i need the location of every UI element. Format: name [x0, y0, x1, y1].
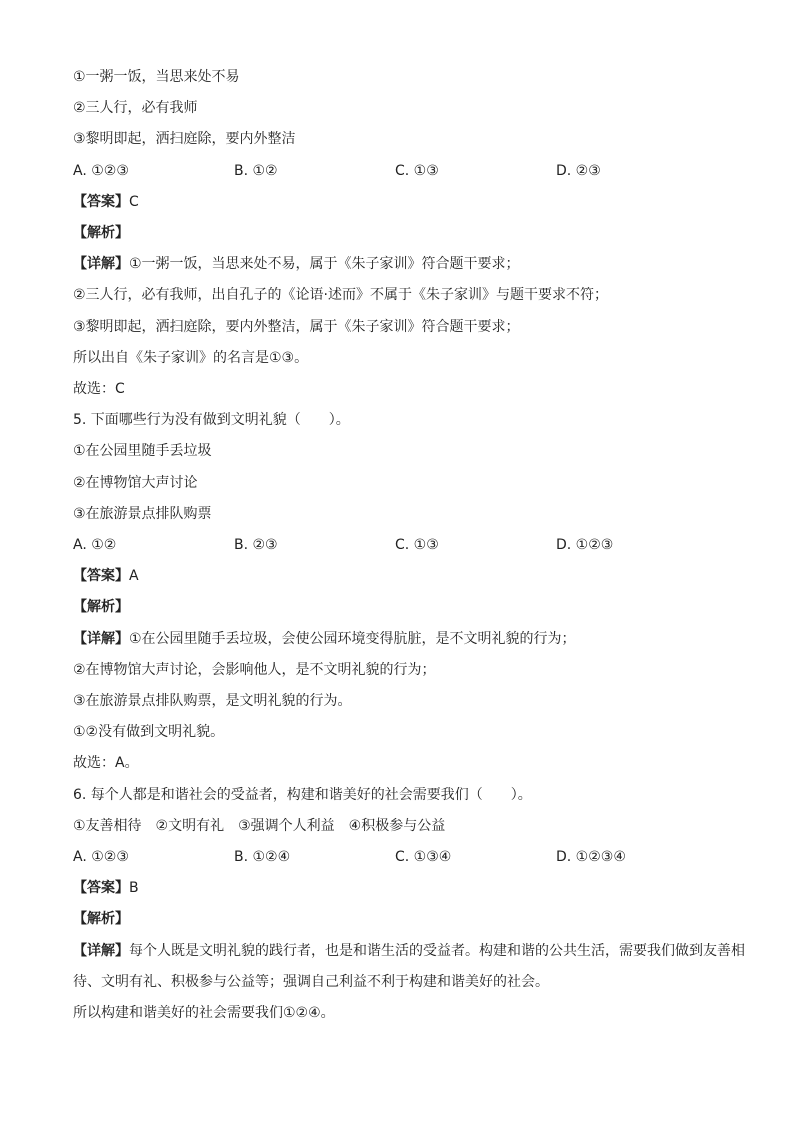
q4-option-b: B. ①②: [234, 162, 278, 179]
q6-answer-value: B: [129, 880, 139, 897]
q5-detail-1: [73, 624, 754, 655]
q5-detail-2: ②在博物馆大声讨论，会影响他人，是不文明礼貌的行为；: [73, 661, 436, 678]
q4-detail-text-1: ①一粥一饭，当思来处不易，属于《朱子家训》符合题干要求；: [129, 256, 520, 273]
q5-item-2: ②在博物馆大声讨论: [73, 474, 198, 491]
q4-detail-2: ②三人行，必有我师，出自孔子的《论语·述而》不属于《朱子家训》与题干要求不符；: [73, 287, 608, 304]
detail-tag: 【详解】: [73, 630, 129, 647]
q6-option-b: B. ①②④: [234, 849, 291, 866]
q4-answer: [73, 187, 754, 218]
answer-tag: 【答案】: [73, 568, 129, 585]
q6-options: [73, 842, 754, 873]
q6-option-a: A. ①②③: [73, 849, 129, 866]
q5-answer: [73, 561, 754, 592]
q4-item-2: ②三人行，必有我师: [73, 100, 198, 117]
q5-item-1: ①在公园里随手丢垃圾: [73, 443, 212, 460]
q4-detail-1: [73, 249, 754, 280]
q4-detail-4: 所以出自《朱子家训》的名言是①③。: [73, 349, 309, 366]
q5-detail-text-1: ①在公园里随手丢垃圾，会使公园环境变得肮脏，是不文明礼貌的行为；: [129, 630, 576, 647]
q4-answer-value: C: [129, 193, 139, 210]
q5-detail-5: 故选：A。: [73, 755, 139, 772]
q4-block: [73, 62, 754, 405]
q4-option-d: D. ②③: [556, 162, 601, 179]
q4-detail-3: ③黎明即起，洒扫庭除，要内外整洁，属于《朱子家训》符合题干要求；: [73, 318, 520, 335]
q6-conclusion: 所以构建和谐美好的社会需要我们①②④。: [73, 1005, 335, 1022]
q4-options: [73, 156, 754, 187]
q5-analysis-tag: 【解析】: [73, 599, 129, 616]
q4-item-3: ③黎明即起，洒扫庭除，要内外整洁: [73, 131, 296, 148]
q5-stem: 5. 下面哪些行为没有做到文明礼貌（ ）。: [73, 412, 350, 429]
q6-stem: 6. 每个人都是和谐社会的受益者，构建和谐美好的社会需要我们（ ）。: [73, 786, 532, 803]
detail-tag: 【详解】: [73, 942, 129, 959]
q6-block: [73, 780, 754, 1030]
q5-options: [73, 530, 754, 561]
q6-analysis-tag: 【解析】: [73, 911, 129, 928]
q6-detail-paragraph: [73, 936, 754, 998]
q5-answer-value: A: [129, 568, 139, 585]
q4-item-1: ①一粥一饭，当思来处不易: [73, 69, 240, 85]
q5-option-d: D. ①②③: [556, 537, 614, 554]
answer-tag: 【答案】: [73, 880, 129, 897]
q6-option-c: C. ①③④: [395, 849, 452, 866]
q4-detail-5: 故选：C: [73, 381, 125, 398]
q5-detail-3: ③在旅游景点排队购票，是文明礼貌的行为。: [73, 693, 352, 710]
answer-tag: 【答案】: [73, 193, 129, 210]
q5-block: [73, 405, 754, 779]
detail-tag: 【详解】: [73, 256, 129, 273]
q6-option-d: D. ①②③④: [556, 849, 626, 866]
q4-option-c: C. ①③: [395, 162, 439, 179]
q6-detail-text: 每个人既是文明礼貌的践行者，也是和谐生活的受益者。构建和谐的公共生活，需要我们做到友善相待、文明有礼、积极参与公益等；强调自己利益不利于构建和谐美好的社会。: [73, 942, 745, 990]
q5-item-3: ③在旅游景点排队购票: [73, 505, 212, 522]
q5-option-a: A. ①②: [73, 537, 117, 554]
q6-items: ①友善相待 ②文明有礼 ③强调个人利益 ④积极参与公益: [73, 817, 446, 834]
q6-answer: [73, 873, 754, 904]
q5-detail-4: ①②没有做到文明礼貌。: [73, 724, 225, 741]
q5-option-b: B. ②③: [234, 537, 278, 554]
q4-analysis-tag: 【解析】: [73, 225, 129, 242]
q4-option-a: A. ①②③: [73, 162, 129, 179]
q5-option-c: C. ①③: [395, 537, 439, 554]
